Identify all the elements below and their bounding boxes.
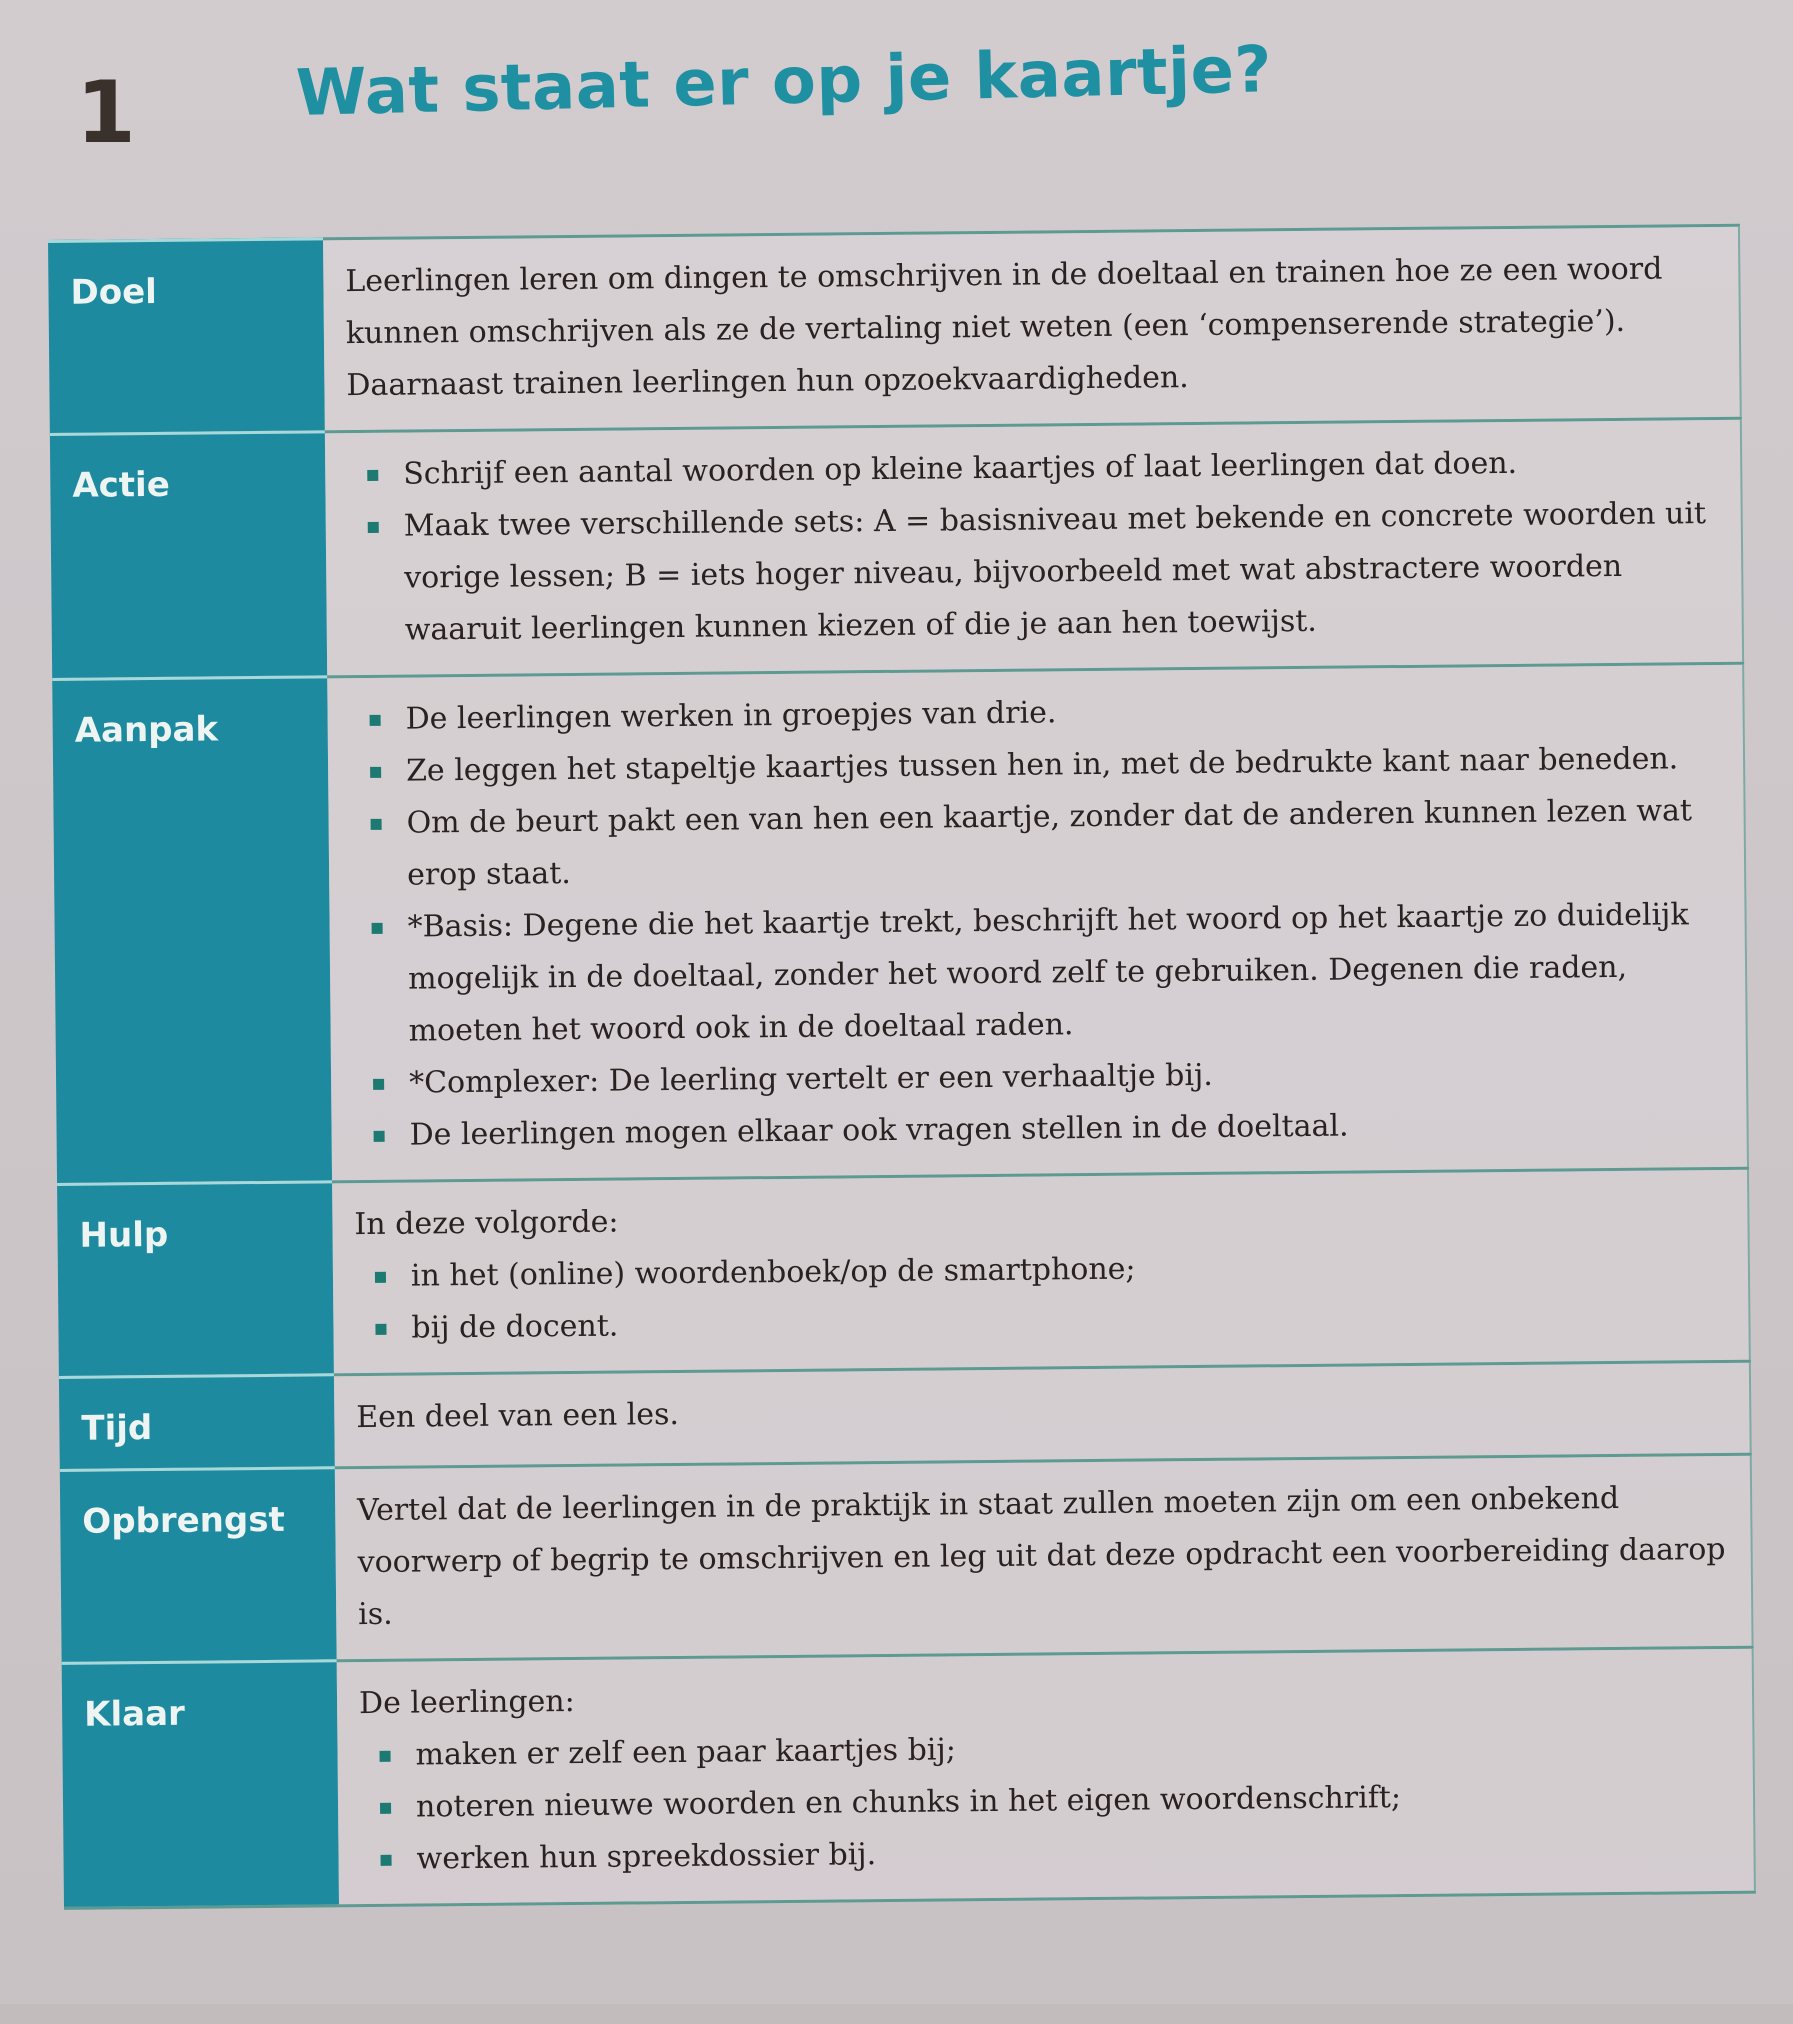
square-bullet-icon [374,1131,385,1142]
table-row-tijd [59,1360,1752,1469]
square-bullet-icon [371,819,382,830]
bullet-list [347,436,1718,657]
square-bullet-icon [375,1272,386,1283]
square-bullet-icon [372,923,383,934]
table-row-hulp [57,1167,1751,1376]
row-content [332,1170,1751,1374]
list-item: Om de beurt pakt een van hen een kaartje, zonder dat de anderen kunnen lezen wat erop staat. [350,785,1720,902]
bullet-list [349,681,1722,1162]
square-bullet-icon [368,522,379,533]
list-item: noteren nieuwe woorden en chunks in het eigen woordenschrift; [360,1769,1729,1834]
page-bottom-edge [0,2004,1793,2024]
row-content [334,1363,1752,1467]
list-item: Schrijf een aantal woorden op kleine kaartjes of laat leerlingen dat doen. [347,436,1716,501]
row-label: Opbrengst [60,1466,337,1662]
square-bullet-icon [370,767,381,778]
list-item: Maak twee verschillende sets: A = basisniveau met bekende en concrete woorden uit vorige lessen; B = iets hoger niveau, bijvoorbeeld met wat abstractere woorden waaruit leerlingen kunnen kiezen of die je aan hen toewijst. [348,488,1718,657]
list-item: De leerlingen mogen elkaar ook vragen stellen in de doeltaal. [353,1097,1722,1162]
bullet-list [355,1238,1725,1355]
row-text: Vertel dat de leerlingen in de praktijk in staat zullen moeten zijn om een onbekend voorwerp of begrip te omschrijven en leg uit dat deze opdracht een voorbereiding daarop is. [357,1480,1726,1633]
row-intro: In deze volgorde: [354,1204,619,1243]
table-row-opbrengst [60,1453,1754,1662]
row-label: Actie [50,430,327,678]
row-label: Klaar [62,1659,339,1907]
activity-table [48,224,1756,1910]
row-label: Aanpak [52,675,332,1183]
row-label: Hulp [57,1180,334,1376]
row-intro: De leerlingen: [358,1684,575,1722]
square-bullet-icon [381,1855,392,1866]
square-bullet-icon [375,1324,386,1335]
list-item: werken hun spreekdossier bij. [360,1821,1729,1886]
row-content [335,1456,1754,1660]
list-item: maken er zelf een paar kaartjes bij; [359,1717,1728,1782]
square-bullet-icon [370,715,381,726]
table-row-actie [50,417,1744,678]
list-item: *Basis: Degene die het kaartje trekt, beschrijft het woord op het kaartje zo duidelijk mogelijk in de doeltaal, zonder het woord zelf te gebruiken. Degenen die raden, moeten het woord ook in de doeltaal raden. [351,889,1721,1058]
square-bullet-icon [380,1751,391,1762]
square-bullet-icon [380,1803,391,1814]
row-content [337,1649,1756,1905]
page-title: Wat staat er op je kaartje? [295,33,1273,131]
chapter-number: 1 [76,63,136,163]
row-label: Doel [48,237,325,433]
row-text: Een deel van een les. [356,1396,680,1436]
table-row-doel [48,224,1742,433]
table-row-aanpak [52,662,1749,1183]
row-content [325,420,1744,676]
square-bullet-icon [367,470,378,481]
row-content [323,227,1742,431]
square-bullet-icon [373,1079,384,1090]
table-row-klaar [62,1646,1756,1910]
list-item: De leerlingen werken in groepjes van drie. [349,681,1718,746]
list-item: *Complexer: De leerling vertelt er een verhaaltje bij. [353,1045,1722,1110]
list-item: in het (online) woordenboek/op de smartphone; [355,1238,1724,1303]
list-item: bij de docent. [355,1290,1724,1355]
list-item: Ze leggen het stapeltje kaartjes tussen hen in, met de bedrukte kant naar beneden. [350,733,1719,798]
row-content [327,665,1749,1181]
bullet-list [359,1717,1729,1886]
row-text: Leerlingen leren om dingen te omschrijven in de doeltaal en trainen hoe ze een woord kunnen omschrijven als ze de vertaling niet weten (een ‘compenserende strategie’). Daarnaast trainen leerlingen hun opzoekvaardigheden. [345,251,1663,404]
row-label: Tijd [59,1373,335,1469]
